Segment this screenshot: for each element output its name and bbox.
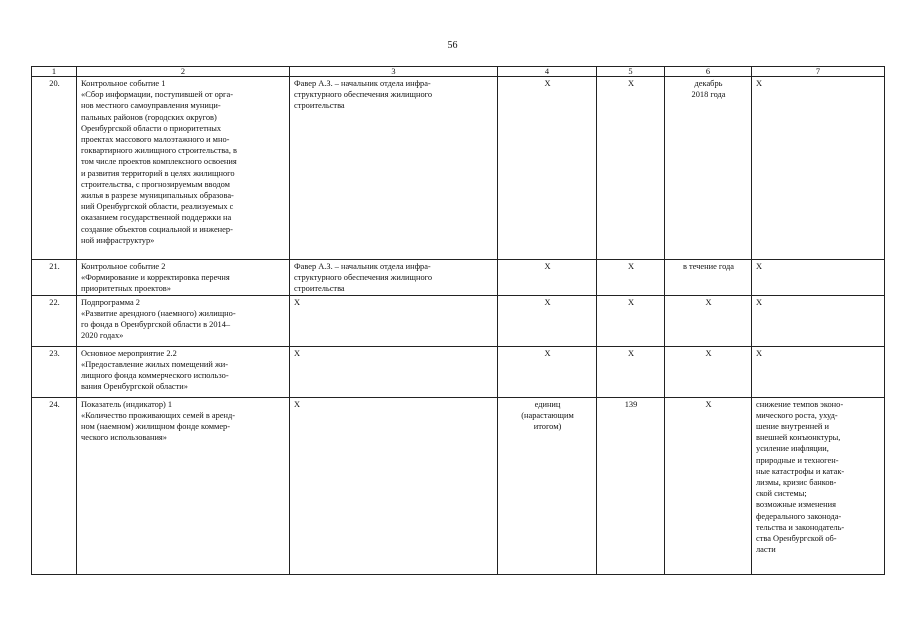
column-header: 4 (498, 67, 597, 77)
deadline-cell (665, 260, 752, 296)
text-line: Основное мероприятие 2.2 (81, 348, 177, 358)
event-name-cell (77, 346, 290, 397)
text-line: шение внутренней и (756, 422, 829, 432)
event-name-cell (77, 77, 290, 260)
text-line: Показатель (индикатор) 1 (81, 399, 173, 409)
row-number-cell: 23. (32, 346, 77, 397)
text-line: создание объектов социальной и инженер- (81, 224, 233, 234)
page-number: 56 (447, 40, 458, 51)
risks-cell (752, 346, 885, 397)
text-line: Х (544, 79, 551, 88)
text-line: (нарастающим (521, 410, 574, 420)
text-line: федерального законода- (756, 511, 842, 521)
text-line: внешней конъюнктуры, (756, 433, 841, 443)
text-line: лищного фонда коммерческого использо- (81, 371, 229, 381)
text-line: Х (756, 297, 763, 307)
text-line: «Предоставление жилых помещений жи- (81, 359, 229, 369)
text-line: Х (294, 399, 301, 409)
text-line: ные катастрофы и катак- (756, 466, 845, 476)
deadline-cell (665, 397, 752, 574)
row-number-cell: 24. (32, 397, 77, 574)
text-line: Фавер А.З. – начальник отдела инфра- (294, 262, 431, 271)
column-header: 5 (597, 67, 665, 77)
text-line: Х (756, 348, 763, 358)
responsible-cell (290, 77, 498, 260)
table-row (32, 295, 885, 346)
unit-cell (498, 295, 597, 346)
text-line: Х (294, 297, 301, 307)
text-line: Х (705, 399, 712, 409)
column-header: 1 (32, 67, 77, 77)
row-number-cell: 22. (32, 295, 77, 346)
text-line: структурного обеспечения жилищного (294, 273, 433, 283)
text-line: тельства и законодатель- (756, 522, 845, 532)
text-line: пальных районов (городских округов) (81, 112, 217, 122)
text-line: строительства (294, 284, 345, 294)
column-header: 3 (290, 67, 498, 77)
text-line: ласти (756, 545, 776, 555)
text-line: Подпрограмма 2 (81, 297, 140, 307)
text-line: том числе проектов комплексного освоения (81, 157, 237, 167)
text-line: приоритетных проектов» (81, 284, 171, 294)
unit-cell (498, 260, 597, 296)
text-line: ной инфраструктур» (81, 235, 155, 245)
text-line: вания Оренбургской области» (81, 382, 188, 392)
deadline-cell (665, 346, 752, 397)
text-line: ческого использования» (81, 433, 167, 443)
plan-table (31, 66, 885, 575)
row-number-cell: 21. (32, 260, 77, 296)
column-header: 7 (752, 67, 885, 77)
text-line: Фавер А.З. – начальник отдела инфра- (294, 79, 431, 88)
text-line: снижение темпов эконо- (756, 399, 844, 409)
responsible-cell (290, 346, 498, 397)
risks-cell (752, 397, 885, 574)
text-line: проектах массового малоэтажного и мно- (81, 135, 230, 145)
text-line: «Количество проживающих семей в аренд- (81, 410, 236, 420)
risks-cell (752, 77, 885, 260)
responsible-cell (290, 397, 498, 574)
text-line: Х (544, 262, 551, 271)
text-line: Х (544, 297, 551, 307)
text-line: в течение года (682, 262, 735, 271)
text-line: возможные изменения (756, 500, 836, 510)
text-line: Оренбургской области о приоритетных (81, 123, 222, 133)
text-line: структурного обеспечения жилищного (294, 90, 433, 100)
text-line: Контрольное событие 2 (81, 262, 166, 271)
column-header: 2 (77, 67, 290, 77)
text-line: строительства, с прогнозируемым вводом (81, 179, 230, 189)
text-line: Х (756, 262, 763, 271)
unit-cell (498, 77, 597, 260)
value-cell: Х (597, 77, 665, 260)
text-line: природные и техноген- (756, 455, 839, 465)
table-row (32, 77, 885, 260)
text-line: Х (756, 79, 763, 88)
text-line: Х (705, 348, 712, 358)
row-number-cell: 20. (32, 77, 77, 260)
text-line: итогом) (533, 422, 562, 432)
table-row (32, 397, 885, 574)
text-line: мического роста, ухуд- (756, 410, 838, 420)
table-row (32, 260, 885, 296)
text-line: единиц (534, 399, 561, 409)
text-line: гоквартирного жилищного строительства, в (81, 146, 237, 156)
deadline-cell (665, 77, 752, 260)
table-row (32, 346, 885, 397)
text-line: усиление инфляции, (756, 444, 829, 454)
text-line: и развития территорий в целях жилищного (81, 168, 235, 178)
text-line: Х (294, 348, 301, 358)
event-name-cell (77, 397, 290, 574)
text-line: Х (705, 297, 712, 307)
event-name-cell (77, 260, 290, 296)
event-name-cell (77, 295, 290, 346)
text-line: Контрольное событие 1 (81, 79, 166, 88)
text-line: нов местного самоуправления муници- (81, 101, 221, 111)
text-line: лизмы, кризис банков- (756, 478, 837, 488)
unit-cell (498, 397, 597, 574)
text-line: «Сбор информации, поступившей от орга- (81, 90, 233, 100)
column-header: 6 (665, 67, 752, 77)
text-line: 2020 годах» (81, 331, 124, 341)
value-cell: Х (597, 346, 665, 397)
text-line: декабрь (694, 79, 723, 88)
value-cell: Х (597, 260, 665, 296)
deadline-cell (665, 295, 752, 346)
value-cell: Х (597, 295, 665, 346)
unit-cell (498, 346, 597, 397)
text-line: ской системы; (756, 489, 807, 499)
text-line: ства Оренбургской об- (756, 534, 837, 544)
risks-cell (752, 260, 885, 296)
responsible-cell (290, 260, 498, 296)
text-line: 2018 года (691, 90, 726, 100)
text-line: «Развитие арендного (наемного) жилищно- (81, 308, 236, 318)
text-line: оказанием государственной поддержки на (81, 213, 232, 223)
text-line: «Формирование и корректировка перечня (81, 273, 230, 283)
risks-cell (752, 295, 885, 346)
text-line: ном (наемном) жилищном фонде коммер- (81, 422, 231, 432)
text-line: Х (544, 348, 551, 358)
text-line: строительства (294, 101, 345, 111)
text-line: го фонда в Оренбургской области в 2014– (81, 320, 231, 330)
text-line: жилья в разрезе муниципальных образова- (81, 191, 234, 201)
column-number-row (32, 67, 885, 77)
responsible-cell (290, 295, 498, 346)
text-line: ний Оренбургской области, реализуемых с (81, 202, 234, 212)
value-cell: 139 (597, 397, 665, 574)
